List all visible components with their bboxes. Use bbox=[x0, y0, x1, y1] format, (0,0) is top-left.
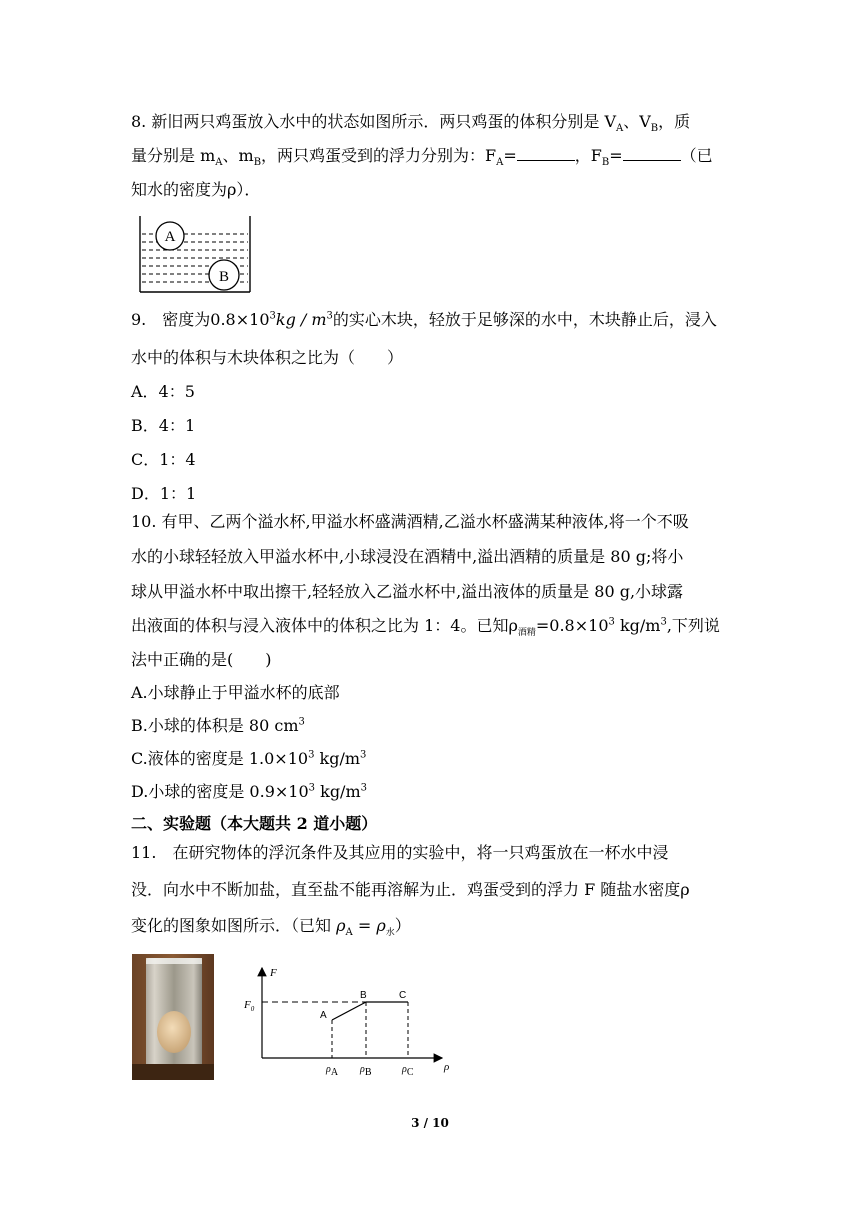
glass-rim bbox=[146, 958, 202, 964]
tick-rho-b: ρB bbox=[360, 1064, 372, 1078]
q9-option-c[interactable]: C．1：4 bbox=[131, 450, 196, 469]
q9-line-1: 9. 密度为$0.8\times 10^3kg / m^3$的实心木块，轻放于足够深的水中，木块静止后，浸入 bbox=[131, 310, 717, 329]
x-axis-label: ρ bbox=[444, 1061, 450, 1073]
tick-rho-a: ρA bbox=[326, 1064, 339, 1078]
q10-line-4: 出液面的体积与浸入液体中的体积之比为 1：4。已知$\rho_{酒精}=0.8\times 10^3$ $kg/m^3$,下列说 bbox=[131, 616, 720, 639]
section-heading-experiments: 二、实验题（本大题共 2 道小题） bbox=[131, 814, 378, 833]
q8-line-2: 量分别是 $m_A$、$m_B$，两只鸡蛋受到的浮力分别为：$F_A=$ ，$F_B=$ （已 bbox=[131, 146, 713, 169]
q10-line-1: 10. 有甲、乙两个溢水杯,甲溢水杯盛满酒精,乙溢水杯盛满某种液体,将一个不吸 bbox=[131, 512, 689, 531]
curve-a-b bbox=[332, 1002, 366, 1020]
egg-b-label: B bbox=[218, 269, 230, 285]
q11-line-3: 变化的图象如图所示．（已知 $\rho_A = \rho_水$） bbox=[131, 916, 411, 939]
q10-option-a[interactable]: A.小球静止于甲溢水杯的底部 bbox=[131, 683, 340, 702]
q9-option-b[interactable]: B．4：1 bbox=[131, 416, 196, 435]
q10-option-b[interactable]: B.小球的体积是 80 $cm^3$ bbox=[131, 716, 305, 735]
eggs-in-water-figure bbox=[138, 212, 254, 296]
q8-line-3: 知水的密度为ρ）． bbox=[131, 180, 261, 199]
point-a-label: A bbox=[320, 1010, 327, 1021]
q9-option-a[interactable]: A．4：5 bbox=[131, 382, 195, 401]
egg bbox=[157, 1011, 191, 1053]
q10-option-c[interactable]: C.液体的密度是 $1.0\times 10^3$ $kg/m^3$ bbox=[131, 749, 367, 768]
point-c-label: C bbox=[399, 990, 407, 1001]
table-surface bbox=[132, 1064, 214, 1080]
egg-a-label: A bbox=[164, 229, 176, 245]
q10-option-d[interactable]: D.小球的密度是 $0.9\times 10^3$ $kg/m^3$ bbox=[131, 782, 367, 801]
f0-label: $F_0$ bbox=[244, 999, 255, 1013]
egg-in-glass-photo bbox=[132, 954, 214, 1080]
q10-line-2: 水的小球轻轻放入甲溢水杯中,小球浸没在酒精中,溢出酒精的质量是 80 g;将小 bbox=[131, 547, 684, 566]
q9-line-2: 水中的体积与木块体积之比为（ ） bbox=[131, 348, 404, 367]
page-number: 3 / 10 bbox=[411, 1116, 449, 1130]
answer-blank-fb[interactable] bbox=[623, 146, 681, 161]
q11-line-1: 11. 在研究物体的浮沉条件及其应用的实验中，将一只鸡蛋放在一杯水中浸 bbox=[131, 843, 669, 862]
point-b-label: B bbox=[360, 990, 367, 1001]
q11-line-2: 没．向水中不断加盐，直至盐不能再溶解为止．鸡蛋受到的浮力 F 随盐水密度ρ bbox=[131, 880, 690, 899]
y-axis-label: F bbox=[270, 967, 277, 979]
q8-line-1: 8. 新旧两只鸡蛋放入水中的状态如图所示．两只鸡蛋的体积分别是 $V_A$、$V_B$，质 bbox=[131, 112, 691, 135]
q9-option-d[interactable]: D．1：1 bbox=[131, 484, 197, 503]
answer-blank-fa[interactable] bbox=[517, 146, 575, 161]
q10-line-3: 球从甲溢水杯中取出擦干,轻轻放入乙溢水杯中,溢出液体的质量是 80 g,小球露 bbox=[131, 582, 684, 601]
q10-line-5: 法中正确的是( ) bbox=[131, 650, 272, 669]
buoyancy-density-graph bbox=[236, 962, 460, 1086]
tick-rho-c: ρC bbox=[402, 1064, 414, 1078]
